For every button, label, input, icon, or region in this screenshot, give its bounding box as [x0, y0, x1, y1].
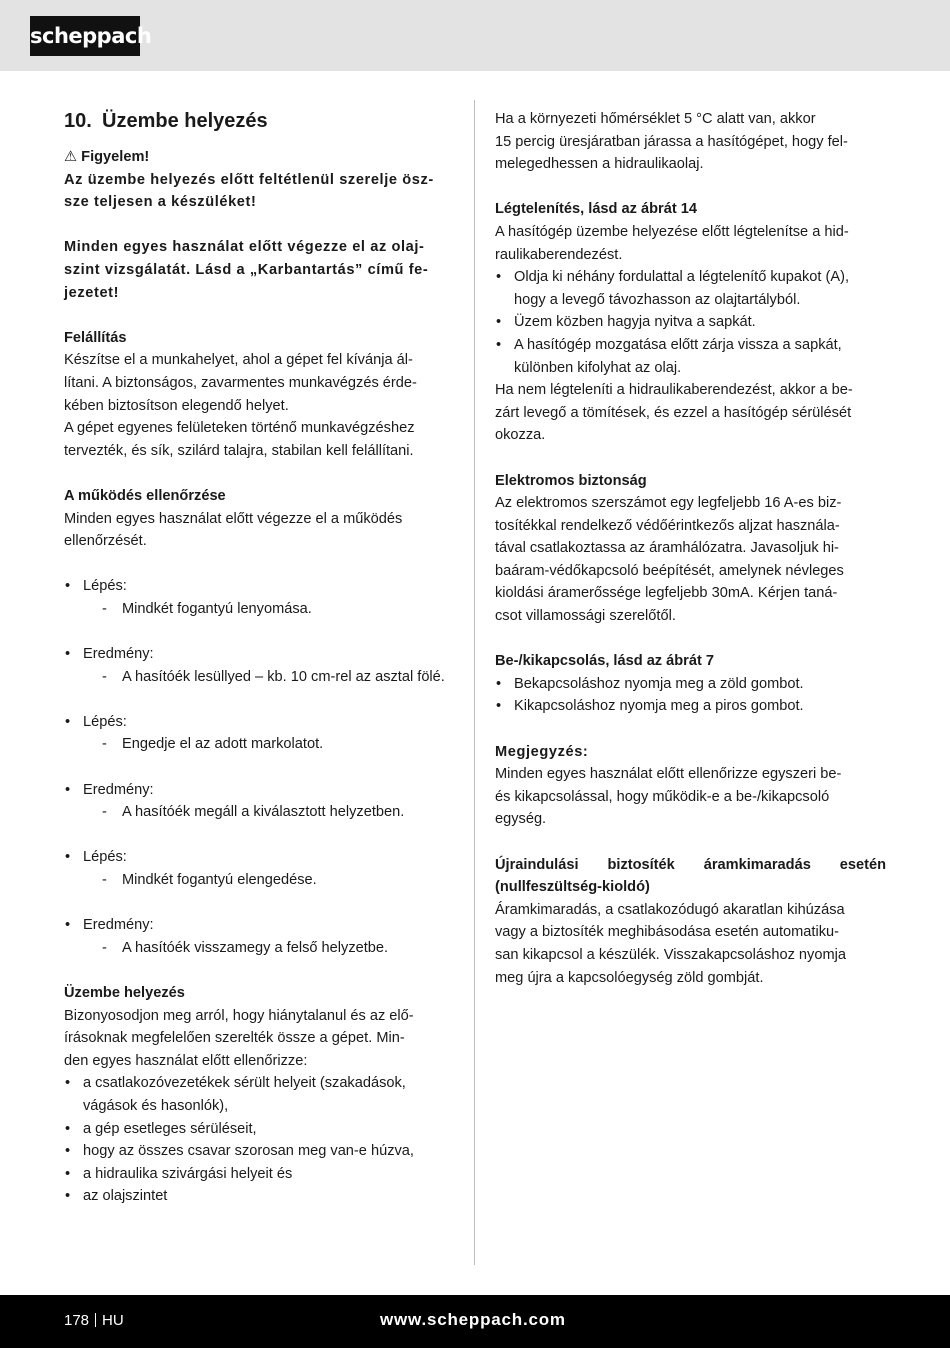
venting-title: Légtelenítés, lásd az ábrát 14 [495, 201, 697, 218]
restart-protection-text: Áramkimaradás, a csatlakozódugó akaratlan kihúzása vagy a biztosíték meghibásodása esetén automatiku- san kikapcsol a készülék. Visszakapcsoláshoz nyomja meg újra a kapcsolóegység zöld gombját. [495, 901, 846, 986]
venting-item: • Oldja ki néhány fordulattal a légtelenítő kupakot (A), hogy a levegő távozhasson az olajtartályból. [495, 266, 886, 311]
on-off-item: • Kikapcsoláshoz nyomja meg a piros gombot. [495, 695, 886, 718]
on-off-title: Be-/kikapcsolás, lásd az ábrát 7 [495, 653, 715, 670]
checklist-item: • a hidraulika szivárgási helyeit és [64, 1163, 456, 1186]
website-link[interactable]: www.scheppach.com [380, 1310, 566, 1329]
commissioning-checklist [64, 1072, 456, 1208]
warning-icon: ⚠ [64, 149, 78, 165]
venting-outro: Ha nem légteleníti a hidraulikaberendezést, akkor a be- zárt levegő a tömítések, és ezzel a hasítógép sérülését okozza. [495, 382, 853, 444]
note-text: Minden egyes használat előtt ellenőrizze egyszeri be- és kikapcsolással, hogy működik-e a be-/kikapcsoló egység. [495, 766, 842, 828]
temperature-note: Ha a környezeti hőmérséklet 5 °C alatt van, akkor 15 percig üresjáratban járassa a hasítógépet, hogy fel- melegedhessen a hidraulikaolaj. [495, 111, 848, 173]
venting-intro: A hasítógép üzembe helyezése előtt légtelenítse a hid- raulikaberendezést. [495, 223, 849, 263]
result-item: • Eredmény: - A hasítóék megáll a kiválasztott helyzetben. [64, 779, 456, 847]
column-divider [474, 100, 475, 1265]
step-item: • Lépés: - Mindkét fogantyú elengedése. [64, 846, 456, 914]
electrical-safety-text: Az elektromos szerszámot egy legfeljebb 16 A-es biz- tosítékkal rendelkező védőérintkezős aljzat használa- tával csatlakoztassa az áramhálózatra. Javasoljuk hi- baáram-védőkapcsoló beépítését, amelynek névleges kioldási áramerőssége legfeljebb 30mA. Kérjen taná- csot villamossági szerelőtől. [495, 495, 844, 625]
restart-protection-title: Újraindulási biztosíték áramkimaradás esetén (nullfeszültség-kioldó) [495, 856, 886, 896]
setup-text: Készítse el a munkahelyet, ahol a gépet fel kívánja ál- lítani. A biztonságos, zavarmentes munkavégzés érde- kében biztosítson elegendő helyet. A gépet egyenes felületeken történő munkavégzéshez tervezték, és sík, szilárd talajra, stabilan kell felállítani. [64, 352, 417, 459]
function-steps [64, 575, 456, 982]
setup-title: Felállítás [64, 329, 127, 346]
scheppach-logo: scheppach [30, 16, 140, 56]
venting-item: • Üzem közben hagyja nyitva a sapkát. [495, 311, 886, 334]
oil-check-notice: Minden egyes használat előtt végezze el az olaj- szint vizsgálatát. Lásd a „Karbantartás” című fe- jezetet! [64, 239, 429, 301]
venting-item: • A hasítógép mozgatása előtt zárja vissza a sapkát, különben kifolyhat az olaj. [495, 334, 886, 379]
electrical-safety-title: Elektromos biztonság [495, 472, 647, 489]
function-check-title: A működés ellenőrzése [64, 487, 226, 504]
section-heading [64, 108, 456, 134]
function-check-text: Minden egyes használat előtt végezze el a működés ellenőrzését. [64, 510, 403, 550]
commissioning-text: Bizonyosodjon meg arról, hogy hiánytalanul és az elő- írásoknak megfelelően szerelték össze a gépet. Min- den egyes használat előtt ellenőrizze: [64, 1007, 414, 1069]
section-title: Üzembe helyezés [102, 110, 268, 132]
footer-separator [95, 1313, 96, 1327]
on-off-item: • Bekapcsoláshoz nyomja meg a zöld gombot. [495, 673, 886, 696]
checklist-item: • a csatlakozóvezetékek sérült helyeit (szakadások, vágások és hasonlók), [64, 1072, 456, 1117]
note-title: Megjegyzés: [495, 743, 589, 760]
step-item: • Lépés: - Mindkét fogantyú lenyomása. [64, 575, 456, 643]
language-code: HU [102, 1312, 124, 1329]
footer-bar [0, 1295, 950, 1348]
header-bar [0, 0, 950, 71]
warning-heading: ⚠ Figyelem! [64, 149, 150, 165]
result-item: • Eredmény: - A hasítóék lesüllyed – kb. 10 cm-rel az asztal fölé. [64, 643, 456, 711]
page-number: 178 HU [64, 1312, 124, 1329]
venting-steps [495, 266, 886, 379]
checklist-item: • hogy az összes csavar szorosan meg van-e húzva, [64, 1140, 456, 1163]
warning-text: Az üzembe helyezés előtt feltétlenül szerelje ösz- sze teljesen a készüléket! [64, 171, 434, 211]
on-off-steps [495, 673, 886, 718]
checklist-item: • az olajszintet [64, 1185, 456, 1208]
commissioning-title: Üzembe helyezés [64, 984, 185, 1001]
step-item: • Lépés: - Engedje el az adott markolatot. [64, 711, 456, 779]
result-item: • Eredmény: - A hasítóék visszamegy a felső helyzetbe. [64, 914, 456, 982]
left-column [64, 108, 456, 1208]
checklist-item: • a gép esetleges sérüléseit, [64, 1118, 456, 1141]
right-column [495, 108, 886, 989]
section-number: 10. [64, 110, 92, 132]
